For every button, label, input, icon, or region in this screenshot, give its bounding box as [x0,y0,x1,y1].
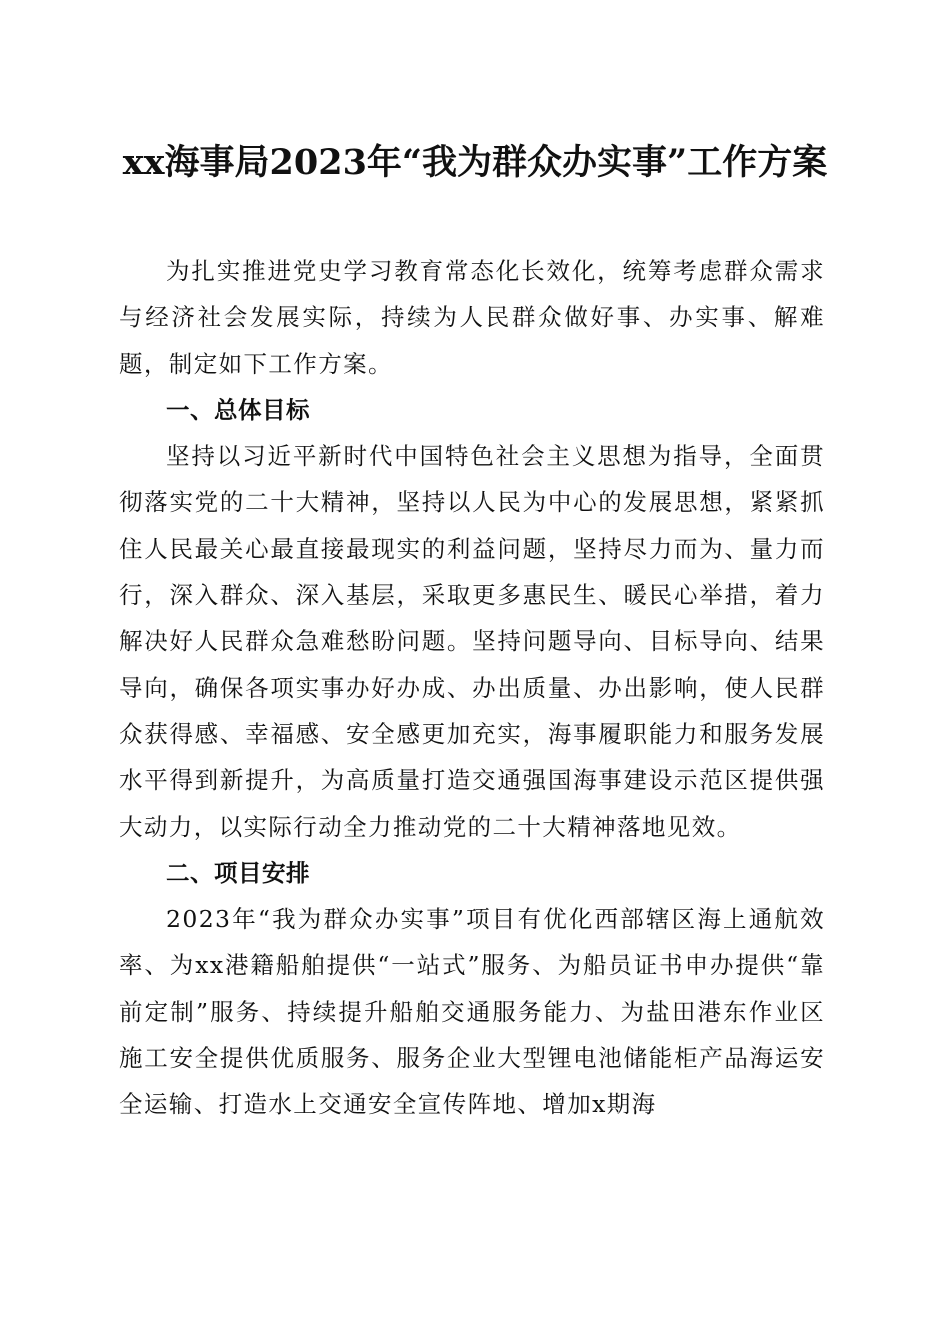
document-body [119,248,825,1128]
section-heading-goals: 一、总体目标 [166,395,310,424]
document-title: xx海事局2023年“我为群众办实事”工作方案 [122,142,828,183]
section-paragraph-projects: 2023年“我为群众办实事”项目有优化西部辖区海上通航效率、为xx港籍船舶提供“一站式”服务、为船员证书申办提供“靠前定制”服务、持续提升船舶交通服务能力、为盐田港东作业区施工安全提供优质服务、服务企业大型锂电池储能柜产品海运安全运输、打造水上交通安全宣传阵地、增加x期海 [119,905,825,1119]
section-heading-projects: 二、项目安排 [166,858,310,887]
intro-paragraph: 为扎实推进党史学习教育常态化长效化，统筹考虑群众需求与经济社会发展实际，持续为人民群众做好事、办实事、解难题，制定如下工作方案。 [119,257,825,378]
section-paragraph-goals: 坚持以习近平新时代中国特色社会主义思想为指导，全面贯彻落实党的二十大精神，坚持以人民为中心的发展思想，紧紧抓住人民最关心最直接最现实的利益问题，坚持尽力而为、量力而行，深入群众、深入基层，采取更多惠民生、暖民心举措，着力解决好人民群众急难愁盼问题。坚持问题导向、目标导向、结果导向，确保各项实事办好办成、办出质量、办出影响，使人民群众获得感、幸福感、安全感更加充实，海事履职能力和服务发展水平得到新提升，为高质量打造交通强国海事建设示范区提供强大动力，以实际行动全力推动党的二十大精神落地见效。 [119,442,825,841]
